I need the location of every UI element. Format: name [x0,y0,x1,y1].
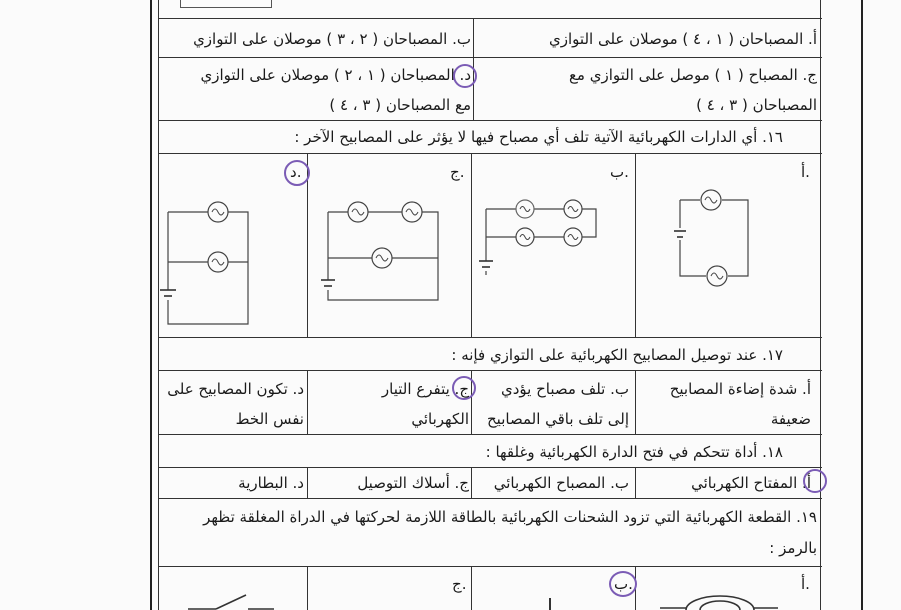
lamp-symbol-icon [660,590,780,610]
row-rule [158,566,822,567]
q18-question: ١٨. أداة تتحكم في فتح الدارة الكهربائية وغلقها : [485,443,783,461]
answer-circle-mark [803,469,827,493]
q15-option-c-line1: ج. المصباح ( ١ ) موصل على التوازي مع [568,66,817,84]
cell-symbol-icon [540,598,560,610]
q19-label-b: ب. [614,575,633,593]
q17-option-b-line1: ب. تلف مصباح يؤدي [500,380,629,398]
q17-option-d-line1: د. تكون المصابيح على [167,380,304,398]
q16-label-a: أ. [801,163,810,181]
q15-option-c-line2: المصباحان ( ٣ ، ٤ ) [696,96,817,114]
column-rule [471,467,472,498]
circuit-diagram-c [320,196,445,306]
q17-option-d-line2: نفس الخط [235,410,304,428]
row-rule [158,337,822,338]
q15-option-a: أ. المصباحان ( ١ ، ٤ ) موصلان على التوازي [549,30,817,48]
q15-option-d-line2: مع المصباحان ( ٣ ، ٤ ) [329,96,471,114]
q15-option-b: ب. المصباحان ( ٢ ، ٣ ) موصلان على التوازي [193,30,471,48]
row-rule [158,120,822,121]
row-rule [158,467,822,468]
q17-option-c-line2: الكهربائي [411,410,469,428]
circuit-diagram-a [670,188,765,283]
q15-option-d-line1: د. المصباحان ( ١ ، ٢ ) موصلان على التوازي [200,66,471,84]
column-rule [307,467,308,498]
circuit-diagram-b [478,195,603,280]
q17-option-c-line1: ج. يتفرع التيار [381,380,469,398]
q18-option-a: أ. المفتاح الكهربائي [691,474,811,492]
previous-figure-edge [180,0,272,8]
q18-option-c: ج. أسلاك التوصيل [357,474,469,492]
row-rule [158,434,822,435]
q17-option-a-line1: أ. شدة إضاءة المصابيح [669,380,811,398]
q17-option-a-line2: ضعيفة [770,410,811,428]
answer-circle-mark [609,571,637,597]
row-rule [158,18,822,19]
column-rule [307,370,308,434]
q16-label-d: د. [290,163,302,181]
answer-circle-mark [453,64,477,88]
column-rule [307,566,308,610]
q19-label-c: ج. [452,575,467,593]
q16-label-c: ج. [450,163,465,181]
row-rule [158,153,822,154]
row-rule [158,57,822,58]
row-rule [158,370,822,371]
column-rule [635,370,636,434]
answer-circle-mark [452,376,476,400]
column-rule [635,467,636,498]
q18-option-b: ب. المصباح الكهربائي [493,474,629,492]
q19-label-a: أ. [801,575,810,593]
column-rule [471,153,472,337]
q18-option-d: د. البطارية [238,474,304,492]
column-rule [471,566,472,610]
q16-question: ١٦. أي الدارات الكهربائية الآتية تلف أي مصباح فيها لا يؤثر على المصابيح الآخر : [294,128,783,146]
switch-symbol-icon [188,592,278,610]
column-rule [635,153,636,337]
answer-circle-mark [284,160,310,186]
q16-label-b: ب. [610,163,629,181]
q17-question: ١٧. عند توصيل المصابيح الكهربائية على التوازي فإنه : [451,346,783,364]
row-rule [158,498,822,499]
q19-question-line2: بالرمز : [769,539,817,557]
q17-option-b-line2: إلى تلف باقي المصابيح [486,410,629,428]
circuit-diagram-d [160,196,260,326]
q19-question-line1: ١٩. القطعة الكهربائية التي تزود الشحنات الكهربائية بالطاقة اللازمة لحركتها في الدراة المغلقة تظهر [203,508,817,526]
